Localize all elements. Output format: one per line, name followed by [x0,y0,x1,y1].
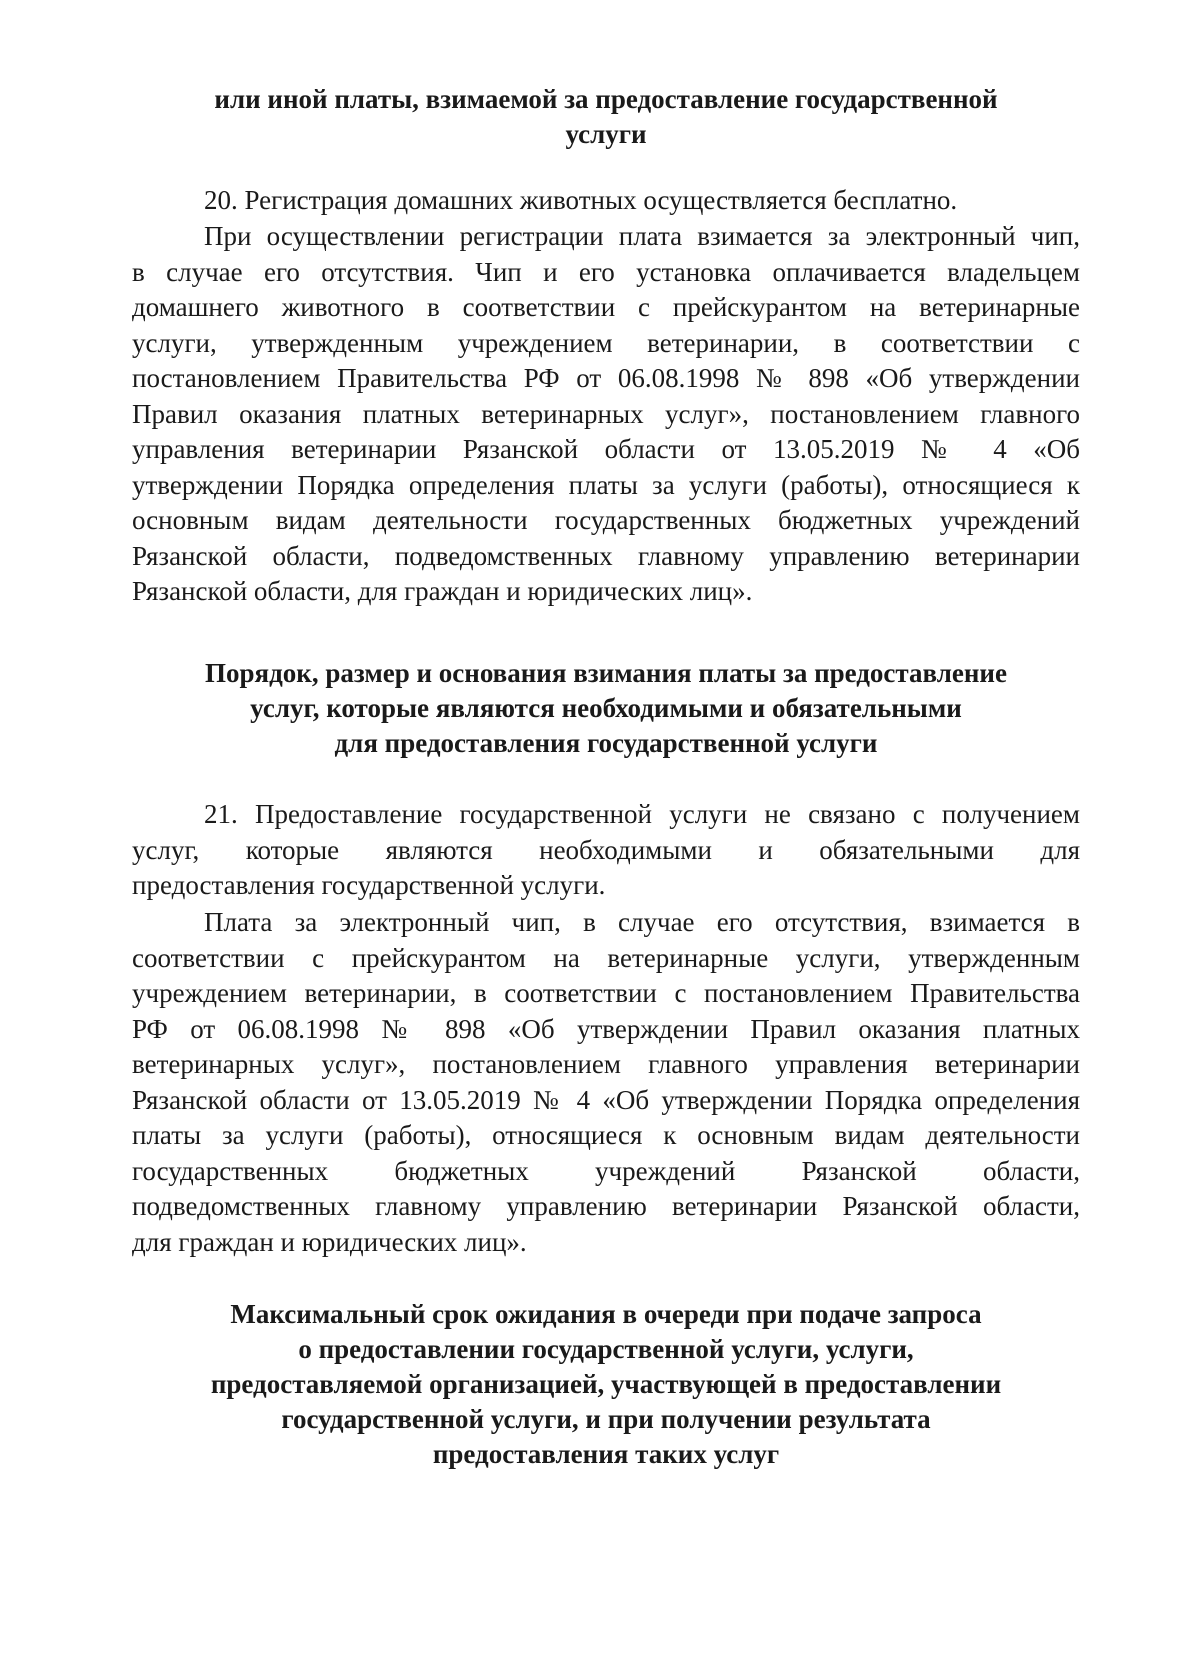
text-line: 21. Предоставление государственной услуги не связано с получением [204,799,1080,829]
text-line: домашнего животного в соответствии с прейскурантом на ветеринарные [132,292,1080,322]
heading-line: Порядок, размер и основания взимания платы за предоставление [205,658,1007,688]
text-line: постановлением Правительства РФ от 06.08.1998 № 898 «Об утверждении [132,363,1080,393]
text-line: основным видам деятельности государственных бюджетных учреждений [132,505,1080,535]
text-line: услуг, которые являются необходимыми и обязательными для [132,834,1080,865]
text-line: утверждении Порядка определения платы за услуги (работы), относящиеся к [132,469,1080,500]
heading-line: или иной платы, взимаемой за предоставление государственной [214,84,998,114]
heading-line: предоставляемой организацией, участвующей в предоставлении [210,1369,1002,1399]
text-line: управления ветеринарии Рязанской области от 13.05.2019 № 4 «Об [132,434,1080,464]
text-line: Рязанской области, для граждан и юридических лиц». [132,576,753,606]
text-line: государственных бюджетных учреждений Рязанской области, [132,1155,1080,1186]
text-line: учреждением ветеринарии, в соответствии с постановлением Правительства [132,978,1080,1008]
heading-line: государственной услуги, и при получении результата [281,1404,931,1434]
text-line: РФ от 06.08.1998 № 898 «Об утверждении Правил оказания платных [132,1013,1080,1044]
text-line: предоставления государственной услуги. [132,870,606,900]
text-line: подведомственных главному управлению ветеринарии Рязанской области, [132,1191,1080,1221]
text-line: Рязанской области от 13.05.2019 № 4 «Об утверждении Порядка определения [132,1084,1080,1115]
heading-line: для предоставления государственной услуги [334,728,878,758]
heading-line: о предоставлении государственной услуги, услуги, [298,1334,914,1364]
text-line: Плата за электронный чип, в случае его отсутствия, взимается в [204,907,1080,937]
heading-line: Максимальный срок ожидания в очереди при подаче запроса [230,1299,982,1329]
text-line: для граждан и юридических лиц». [132,1226,527,1257]
heading-line: предоставления таких услуг [432,1439,780,1469]
text-line: ветеринарных услуг», постановлением главного управления ветеринарии [132,1049,1080,1079]
paragraph-20 [132,183,1080,219]
paragraph-20-continued [132,219,1080,610]
paragraph-21-continued [132,905,1080,1260]
text-line: При осуществлении регистрации плата взимается за электронный чип, [204,221,1080,251]
text-line: в случае его отсутствия. Чип и его установка оплачивается владельцем [132,256,1080,287]
section-heading-order [132,656,1080,761]
text-line: платы за услуги (работы), относящиеся к основным видам деятельности [132,1120,1080,1150]
text-line: 20. Регистрация домашних животных осуществляется бесплатно. [204,185,958,215]
paragraph-21 [132,797,1080,904]
section-heading-wait-time [132,1297,1080,1472]
text-line: Рязанской области, подведомственных главному управлению ветеринарии [132,540,1080,571]
heading-line: услуг, которые являются необходимыми и обязательными [250,693,962,723]
text-line: услуги, утвержденным учреждением ветеринарии, в соответствии с [132,327,1080,358]
section-heading-fee [132,82,1080,152]
text-line: Правил оказания платных ветеринарных услуг», постановлением главного [132,398,1080,429]
text-line: соответствии с прейскурантом на ветеринарные услуги, утвержденным [132,942,1080,973]
heading-line: услуги [565,119,647,149]
